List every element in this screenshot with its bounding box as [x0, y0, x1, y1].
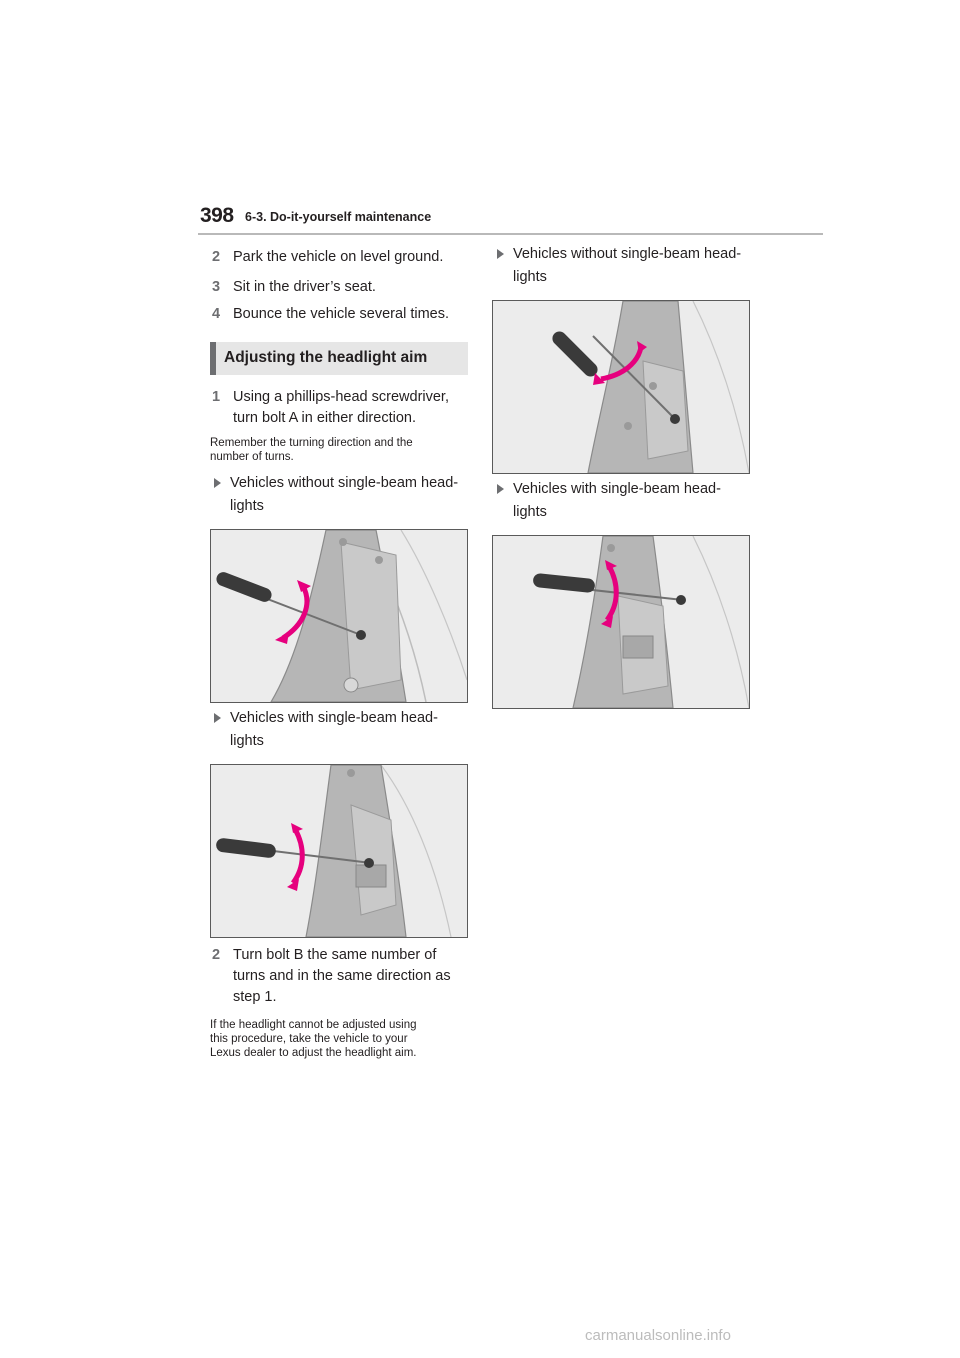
step-text-line-2: turns and in the same direction as [233, 968, 451, 984]
step-text: Sit in the driver’s seat. [233, 279, 376, 295]
figure-bolt-b-without-single-beam [492, 300, 750, 474]
heading-accent-bar [210, 342, 216, 375]
header-divider [198, 233, 823, 235]
figure-bolt-a-with-single-beam [210, 764, 468, 938]
note-dealer-adjust [210, 1018, 472, 1062]
bullet-line-1: Vehicles with single-beam head- [230, 710, 438, 726]
section-title: 6-3. Do-it-yourself maintenance [245, 210, 432, 224]
step-text: Bounce the vehicle several times. [233, 306, 449, 322]
bullet-with-single-beam-right [497, 478, 757, 524]
bullet-line-2: lights [513, 269, 547, 285]
note-remember-turns [210, 436, 470, 466]
bullet-line-2: lights [230, 498, 264, 514]
bullet-triangle-icon [497, 249, 504, 259]
figure-bolt-b-with-single-beam [492, 535, 750, 709]
section-heading [210, 342, 468, 375]
page-number: 398 [200, 204, 234, 227]
bullet-without-single-beam-right [497, 243, 757, 289]
bullet-line-1: Vehicles without single-beam head- [230, 475, 459, 491]
step-text: Park the vehicle on level ground. [233, 249, 444, 265]
step-3-sit [212, 277, 472, 298]
note-line-2: number of turns. [210, 451, 294, 463]
bullet-without-single-beam-left [214, 472, 474, 518]
step-4-bounce [212, 304, 472, 325]
bullet-line-2: lights [513, 504, 547, 520]
step-number: 2 [212, 249, 221, 265]
note-line-2: this procedure, take the vehicle to your [210, 1033, 408, 1045]
step-2-turn-bolt-b [212, 945, 472, 1009]
step-text-line-1: Turn bolt B the same number of [233, 947, 437, 963]
note-line-1: If the headlight cannot be adjusted using [210, 1019, 417, 1031]
note-line-3: Lexus dealer to adjust the headlight aim. [210, 1047, 417, 1059]
bullet-with-single-beam-left [214, 707, 474, 753]
bullet-triangle-icon [214, 713, 221, 723]
bullet-line-1: Vehicles without single-beam head- [513, 246, 742, 262]
step-number: 4 [212, 306, 221, 322]
step-number: 3 [212, 279, 221, 295]
step-text-line-2: turn bolt A in either direction. [233, 410, 416, 426]
footer-watermark: carmanualsonline.info [585, 1327, 731, 1344]
bullet-line-1: Vehicles with single-beam head- [513, 481, 721, 497]
step-text-line-3: step 1. [233, 989, 277, 1005]
bullet-line-2: lights [230, 733, 264, 749]
step-text-line-1: Using a phillips-head screwdriver, [233, 389, 449, 405]
note-line-1: Remember the turning direction and the [210, 437, 413, 449]
step-number: 2 [212, 947, 221, 963]
bullet-triangle-icon [497, 484, 504, 494]
bullet-triangle-icon [214, 478, 221, 488]
heading-text: Adjusting the headlight aim [224, 349, 428, 366]
figure-bolt-a-without-single-beam [210, 529, 468, 703]
step-1-turn-bolt-a [212, 387, 472, 431]
step-2-park [212, 247, 472, 268]
step-number: 1 [212, 389, 221, 405]
